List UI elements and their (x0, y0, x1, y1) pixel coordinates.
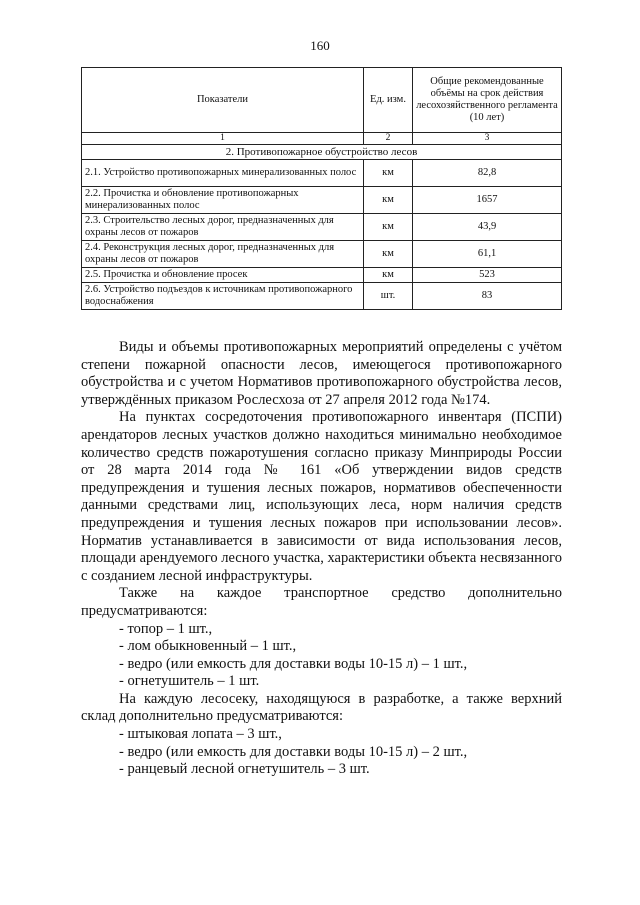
column-number: 1 (82, 133, 364, 145)
row-unit: км (364, 187, 413, 214)
header-volume: Общие рекомендованные объёмы на срок действия лесохозяйственного регламента (10 лет) (413, 68, 562, 133)
page-number: 160 (310, 38, 330, 53)
row-value: 1657 (413, 187, 562, 214)
list-item-vehicle: - ведро (или емкость для доставки воды 10-15 л) – 1 шт., (119, 655, 468, 672)
column-number-row (82, 133, 562, 145)
table-header-row (82, 68, 562, 133)
table-row (82, 241, 562, 268)
row-unit: шт. (364, 283, 413, 310)
row-unit: км (364, 241, 413, 268)
row-unit: км (364, 268, 413, 283)
fire-measures-table (81, 67, 562, 310)
table-row (82, 187, 562, 214)
row-value: 61,1 (413, 241, 562, 268)
header-indicators: Показатели (82, 68, 364, 133)
list-item-vehicle: - топор – 1 шт., (119, 620, 213, 637)
paragraph-fire-measures: Виды и объемы противопожарных мероприятий определены с учётом степени пожарной опасности лесов, имеющегося противопожарного обустройства и с учетом Нормативов противопожарного обустройства лесов, утверждённых приказом Рослесхоза от 27 апреля 2012 года №174. (81, 339, 562, 408)
row-name: 2.3. Строительство лесных дорог, предназначенных для охраны лесов от пожаров (82, 214, 364, 241)
row-value: 83 (413, 283, 562, 310)
row-value: 43,9 (413, 214, 562, 241)
body-text (81, 339, 562, 779)
row-unit: км (364, 214, 413, 241)
list-item-logging-site: - штыковая лопата – 3 шт., (119, 726, 282, 743)
section-title: 2. Противопожарное обустройство лесов (82, 145, 562, 160)
row-value: 523 (413, 268, 562, 283)
row-name: 2.1. Устройство противопожарных минерализованных полос (82, 160, 364, 187)
row-name: 2.2. Прочистка и обновление противопожарных минерализованных полос (82, 187, 364, 214)
column-number: 2 (364, 133, 413, 145)
column-number: 3 (413, 133, 562, 145)
row-name: 2.6. Устройство подъездов к источникам противопожарного водоснабжения (82, 283, 364, 310)
row-value: 82,8 (413, 160, 562, 187)
list-item-logging-site: - ранцевый лесной огнетушитель – 3 шт. (119, 761, 370, 778)
table-row (82, 283, 562, 310)
list-item-vehicle: - огнетушитель – 1 шт. (119, 673, 260, 690)
paragraph-vehicle-equipment: Также на каждое транспортное средство дополнительно предусматриваются: (81, 585, 562, 619)
row-name: 2.5. Прочистка и обновление просек (82, 268, 364, 283)
list-item-vehicle: - лом обыкновенный – 1 шт., (119, 638, 297, 655)
table-row (82, 214, 562, 241)
row-name: 2.4. Реконструкция лесных дорог, предназначенных для охраны лесов от пожаров (82, 241, 364, 268)
paragraph-pspi: На пунктах сосредоточения противопожарного инвентаря (ПСПИ) арендаторов лесных участков должно находиться минимально необходимое количество средств пожаротушения согласно приказу Минприроды России от 28 марта 2014 года № 161 «Об утверждении видов средств предупреждения и тушения лесных пожаров, нормативов обеспеченности данными средствами лиц, использующих леса, норм наличия средств предупреждения и тушения лесных пожаров при использовании лесов». Норматив устанавливается в зависимости от вида использования лесов, площади арендуемого лесного участка, характеристики объекта несвязанного с созданием лесной инфраструктуры. (81, 409, 562, 584)
row-unit: км (364, 160, 413, 187)
section-row (82, 145, 562, 160)
table-row (82, 160, 562, 187)
table-row (82, 268, 562, 283)
paragraph-logging-site: На каждую лесосеку, находящуюся в разработке, а также верхний склад дополнительно предусматриваются: (81, 690, 562, 725)
header-unit: Ед. изм. (364, 68, 413, 133)
list-item-logging-site: - ведро (или емкость для доставки воды 10-15 л) – 2 шт., (119, 743, 468, 760)
